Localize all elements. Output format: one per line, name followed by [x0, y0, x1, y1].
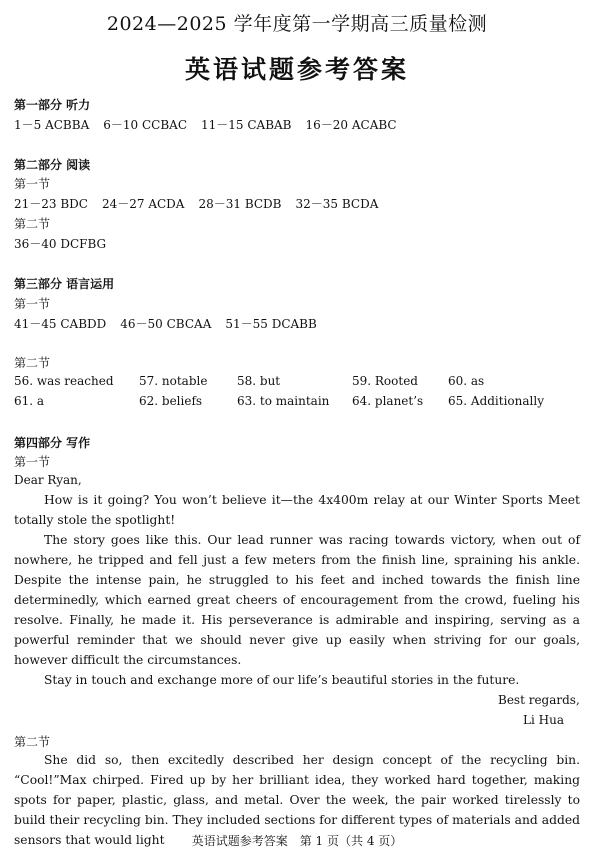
part1-answers [14, 116, 411, 133]
page-footer: 英语试题参考答案 第 1 页（共 4 页） [191, 834, 403, 848]
answer-group: 1－5 ACBBA [14, 118, 90, 132]
part4-section1-label: 第一节 [14, 455, 51, 469]
letter-signature: Li Hua [523, 713, 564, 727]
answer-group: 11－15 CABAB [201, 118, 292, 132]
letter-paragraph-3: Stay in touch and exchange more of our life’s beautiful stories in the future. [44, 673, 520, 687]
letter-paragraph-1: How is it going? You won’t believe it—the 4x400m relay at our Winter Sports Meet totally stole the spotlight! [14, 493, 580, 527]
answer-group: 41－45 CABDD [14, 317, 107, 331]
grammar-answer: 59. Rooted [352, 374, 418, 388]
part2-section2-label: 第二节 [14, 217, 51, 231]
letter-salutation: Dear Ryan, [14, 473, 82, 487]
grammar-answer: 61. a [14, 394, 45, 408]
answer-group: 28－31 BCDB [198, 197, 282, 211]
part1-heading: 第一部分 听力 [14, 98, 91, 112]
letter-paragraph-2: The story goes like this. Our lead runner was racing towards victory, when out of nowhere, he tripped and fell just a few meters from the finish line, spraining his ankle. Despite the intense pain, he struggled to his feet and inched towards the finish line determinedly, which earned great cheers of encouragement from the crowd, fueling his resolve. Finally, he made it. His perseverance is admirable and inspiring, serving as a powerful reminder that we should never give up easily when striving for our goals, however difficult the circumstances. [14, 533, 580, 667]
part2-section2-answers: 36－40 DCFBG [14, 237, 107, 251]
page-title: 英语试题参考答案 [184, 55, 409, 84]
answer-group: 32－35 BCDA [295, 197, 379, 211]
answer-group: 46－50 CBCAA [120, 317, 212, 331]
part3-section1-answers [14, 315, 331, 332]
exam-term-title: 2024—2025 学年度第一学期高三质量检测 [106, 13, 488, 35]
grammar-answer: 56. was reached [14, 374, 114, 388]
part4-section2-label: 第二节 [14, 735, 51, 749]
answer-group: 6－10 CCBAC [103, 118, 187, 132]
grammar-answer: 58. but [237, 374, 281, 388]
part3-section1-label: 第一节 [14, 297, 51, 311]
answer-group: 16－20 ACABC [305, 118, 397, 132]
grammar-answer: 57. notable [139, 374, 208, 388]
letter-closing: Best regards, [498, 693, 580, 707]
grammar-answer: 60. as [448, 374, 485, 388]
answer-group: 24－27 ACDA [101, 197, 185, 211]
part4-heading: 第四部分 写作 [14, 436, 91, 450]
answer-group: 21－23 BDC [14, 197, 88, 211]
part3-section2-label: 第二节 [14, 356, 51, 370]
part2-section1-label: 第一节 [14, 177, 51, 191]
part3-heading: 第三部分 语言运用 [14, 277, 115, 291]
part2-section1-answers [14, 195, 392, 212]
grammar-answer: 65. Additionally [448, 394, 544, 408]
grammar-answer: 62. beliefs [139, 394, 203, 408]
grammar-answer: 64. planet’s [352, 394, 424, 408]
continuation-paragraph: She did so, then excitedly described her design concept of the recycling bin. “Cool!”Max chirped. Fired up by her brilliant idea, they worked hard together, making spots for paper, plastic, glass, and metal. Over the week, the pair worked tirelessly to build their recycling bin. They included sections for different types of materials and added sensors that would light [14, 753, 580, 847]
answer-group: 51－55 DCABB [225, 317, 317, 331]
part2-heading: 第二部分 阅读 [14, 158, 91, 172]
grammar-answer: 63. to maintain [237, 394, 330, 408]
